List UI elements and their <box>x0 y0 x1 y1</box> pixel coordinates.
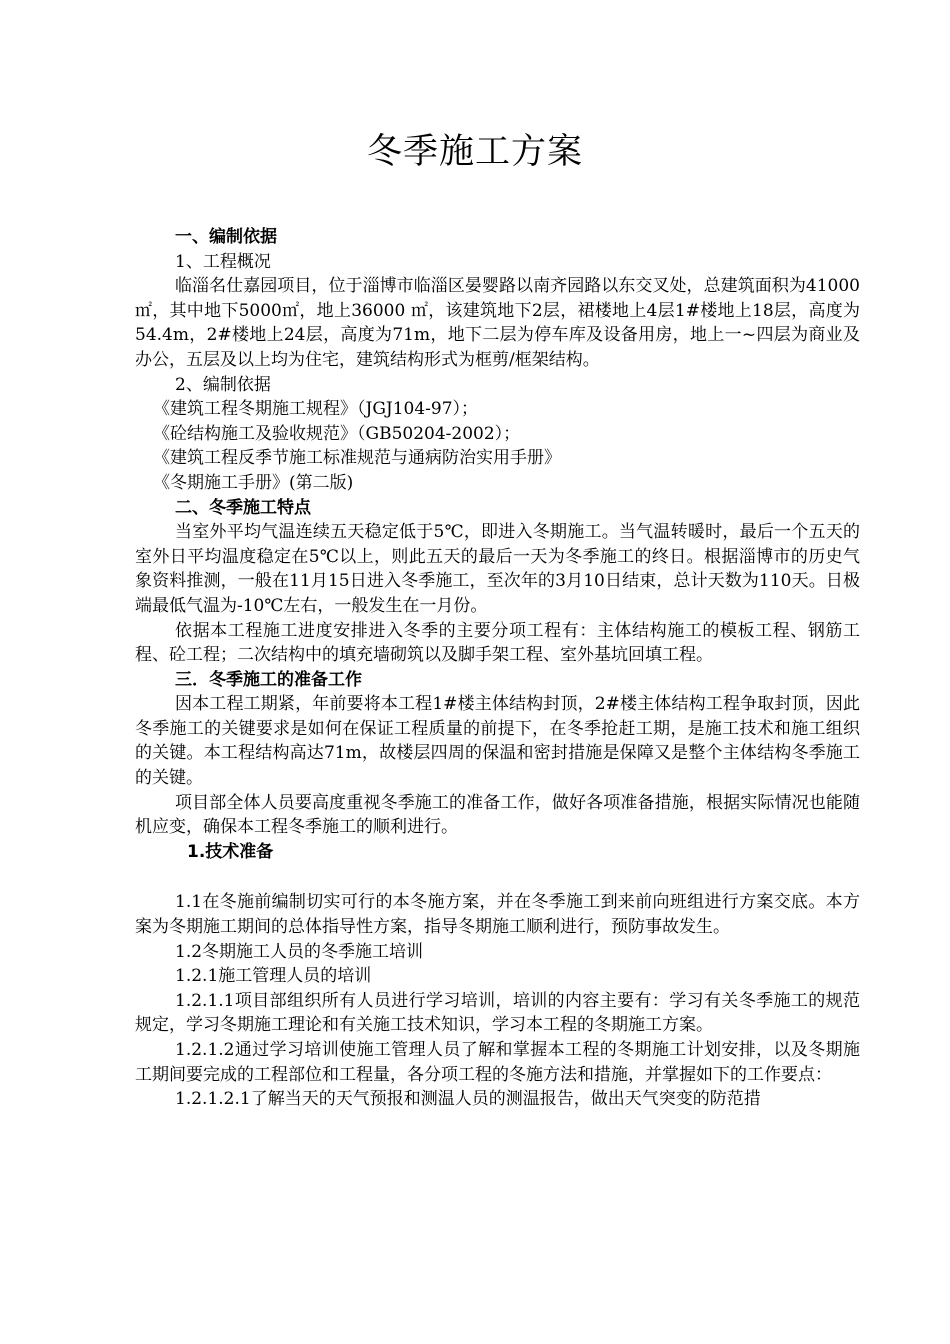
paragraph-winter-features-2: 依据本工程施工进度安排进入冬季的主要分项工程有：主体结构施工的模板工程、钢筋工程、砼工程；二次结构中的填充墙砌筑以及脚手架工程、室外基坑回填工程。 <box>135 620 860 666</box>
reference-item: 《砼结构施工及验收规范》（GB50204-2002）； <box>153 423 521 444</box>
paragraph-1-2-1-2-1: 1.2.1.2.1了解当天的天气预报和测温人员的测温报告，做出天气突变的防范措 <box>175 1089 761 1110</box>
document-title: 冬季施工方案 <box>366 132 583 172</box>
subsection-heading-basis: 2、编制依据 <box>175 374 271 395</box>
reference-item: 《建筑工程反季节施工标准规范与通病防治实用手册》 <box>153 448 561 469</box>
section-heading-3: 三．冬季施工的准备工作 <box>175 669 362 690</box>
subsection-heading-project-overview: 1、工程概况 <box>175 251 271 272</box>
section-heading-2: 二、冬季施工特点 <box>175 497 311 518</box>
paragraph-1-1: 1.1在冬施前编制切实可行的本冬施方案，并在冬季施工到来前向班组进行方案交底。本方案为冬期施工期间的总体指导性方案，指导冬期施工顺利进行，预防事故发生。 <box>135 892 860 938</box>
reference-item: 《建筑工程冬期施工规程》（JGJ104-97）； <box>153 399 479 420</box>
paragraph-1-2-1: 1.2.1施工管理人员的培训 <box>175 966 372 987</box>
subsection-heading-technical-prep: 1.技术准备 <box>187 841 274 862</box>
paragraph-project-overview: 临淄名仕嘉园项目，位于淄博市临淄区晏婴路以南齐园路以东交叉处，总建筑面积为41000 ㎡，其中地下5000㎡，地上36000 ㎡，该建筑地下2层，裙楼地上4层1#楼地上18层，高度为54.4m，2#楼地上24层，高度为71m，地下二层为停车库及设备用房，地上一~四层为商业及办公，五层及以上均为住宅，建筑结构形式为框剪/框架结构。 <box>135 276 860 370</box>
paragraph-1-2-1-1: 1.2.1.1项目部组织所有人员进行学习培训，培训的内容主要有：学习有关冬季施工的规范规定，学习冬期施工理论和有关施工技术知识，学习本工程的冬期施工方案。 <box>135 990 860 1036</box>
section-heading-1: 一、编制依据 <box>175 227 277 247</box>
paragraph-1-2: 1.2冬期施工人员的冬季施工培训 <box>175 941 424 962</box>
document-body <box>135 225 860 1112</box>
paragraph-preparation-2: 项目部全体人员要高度重视冬季施工的准备工作，做好各项准备措施，根据实际情况也能随机应变，确保本工程冬季施工的顺利进行。 <box>135 792 860 838</box>
paragraph-1-2-1-2: 1.2.1.2通过学习培训使施工管理人员了解和掌握本工程的冬期施工计划安排，以及冬期施工期间要完成的工程部位和工程量，各分项工程的冬施方法和措施，并掌握如下的工作要点： <box>135 1040 860 1085</box>
reference-item: 《冬期施工手册》(第二版) <box>153 472 354 493</box>
paragraph-winter-features-1: 当室外平均气温连续五天稳定低于5℃，即进入冬期施工。当气温转暖时，最后一个五天的室外日平均温度稳定在5℃以上，则此五天的最后一天为冬季施工的终日。根据淄博市的历史气象资料推测，一般在11月15日进入冬季施工，至次年的3月10日结束，总计天数为110天。日极端最低气温为-10℃左右，一般发生在一月份。 <box>135 522 860 616</box>
spacer <box>135 864 860 890</box>
paragraph-preparation-1: 因本工程工期紧，年前要将本工程1#楼主体结构封顶，2#楼主体结构工程争取封顶，因此冬季施工的关键要求是如何在保证工程质量的前提下，在冬季抢赶工期，是施工技术和施工组织的关键。本工程结构高达71m，故楼层四周的保温和密封措施是保障又是整个主体结构冬季施工的关键。 <box>135 694 860 789</box>
